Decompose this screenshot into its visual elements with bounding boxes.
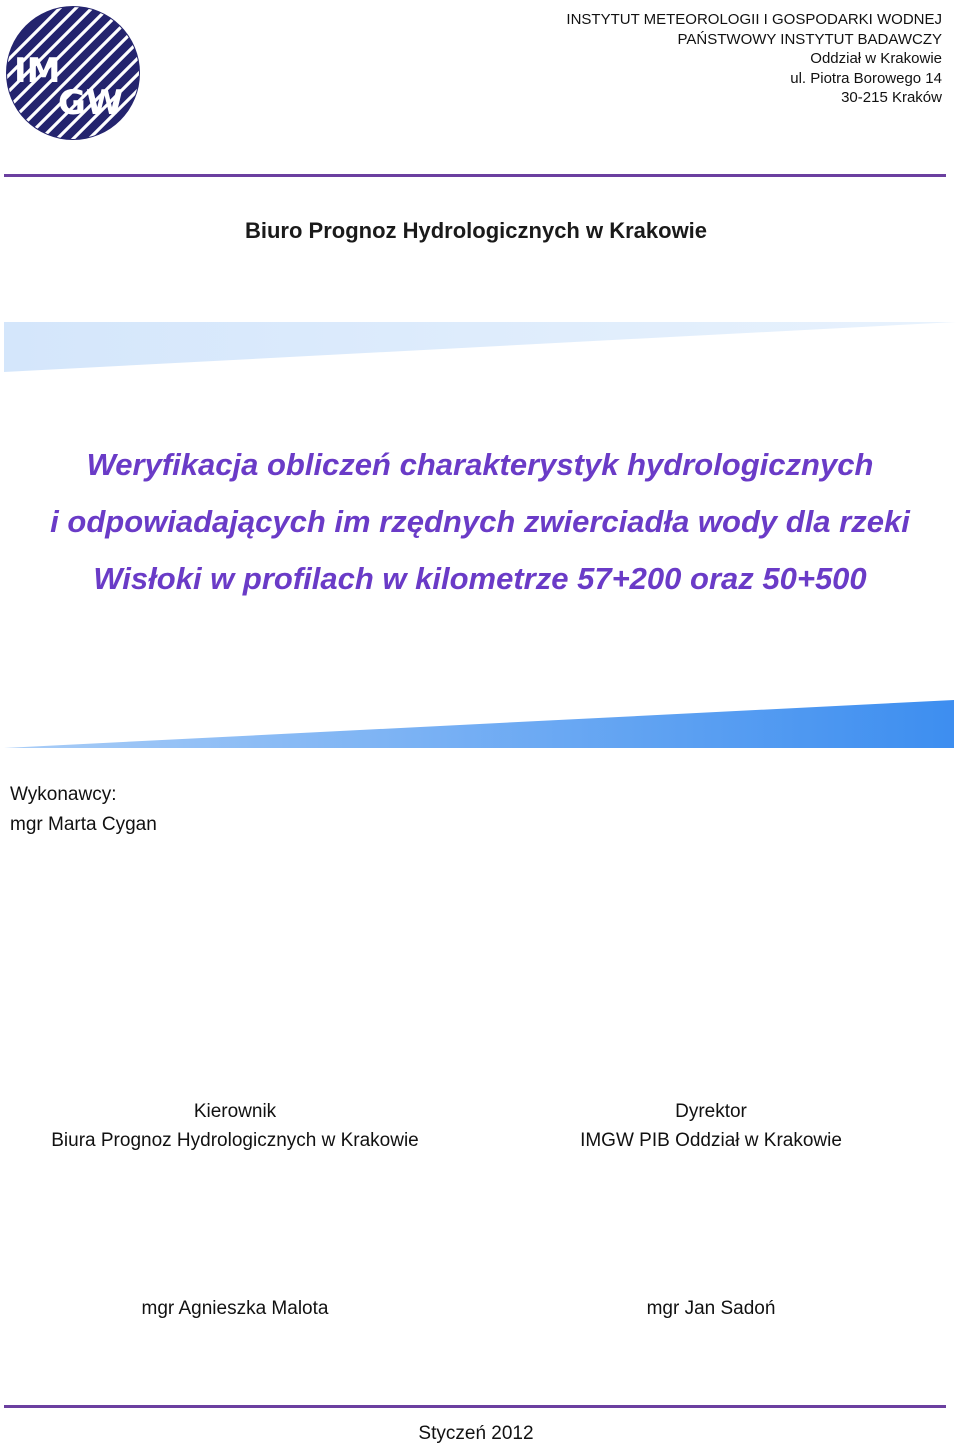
logo-lettering-im: IM — [14, 51, 61, 91]
institute-status: PAŃSTWOWY INSTYTUT BADAWCZY — [677, 30, 942, 48]
signature-right-name: mgr Jan Sadoń — [646, 1298, 776, 1319]
report-date: Styczeń 2012 — [418, 1423, 534, 1444]
header-divider — [4, 174, 946, 177]
signature-left-org: Biura Prognoz Hydrologicznych w Krakowie — [51, 1130, 419, 1151]
institute-street: ul. Piotra Borowego 14 — [790, 69, 942, 87]
author-name: mgr Marta Cygan — [10, 814, 157, 835]
authors-label: Wykonawcy: — [10, 784, 117, 805]
footer-divider — [4, 1405, 946, 1408]
logo-lettering-gw: GW — [58, 83, 124, 123]
institute-branch: Oddział w Krakowie — [810, 50, 942, 67]
authors-section — [10, 780, 157, 840]
institute-city: 30-215 Kraków — [841, 89, 942, 106]
institute-address — [566, 10, 942, 108]
imgw-logo — [4, 4, 142, 142]
bottom-decorative-band — [0, 696, 960, 752]
signature-left-role: Kierownik — [193, 1101, 277, 1122]
report-title-line-3: Wisłoki w profilach w kilometrze 57+200 oraz 50+500 — [93, 561, 867, 596]
signature-right-role: Dyrektor — [675, 1101, 747, 1122]
signature-block-right — [476, 1097, 946, 1155]
report-title — [0, 436, 960, 607]
top-decorative-band — [0, 318, 960, 374]
signature-left-name: mgr Agnieszka Malota — [141, 1298, 329, 1319]
report-title-line-1: Weryfikacja obliczeń charakterystyk hydrologicznych — [86, 447, 874, 482]
institute-name: INSTYTUT METEOROLOGII I GOSPODARKI WODNEJ — [566, 11, 942, 28]
bureau-title: Biuro Prognoz Hydrologicznych w Krakowie — [244, 218, 708, 243]
signature-block-left — [0, 1097, 470, 1155]
report-title-line-2: i odpowiadających im rzędnych zwierciadła wody dla rzeki — [50, 504, 910, 539]
signature-right-org: IMGW PIB Oddział w Krakowie — [580, 1130, 842, 1151]
imgw-logo-icon — [4, 4, 142, 142]
